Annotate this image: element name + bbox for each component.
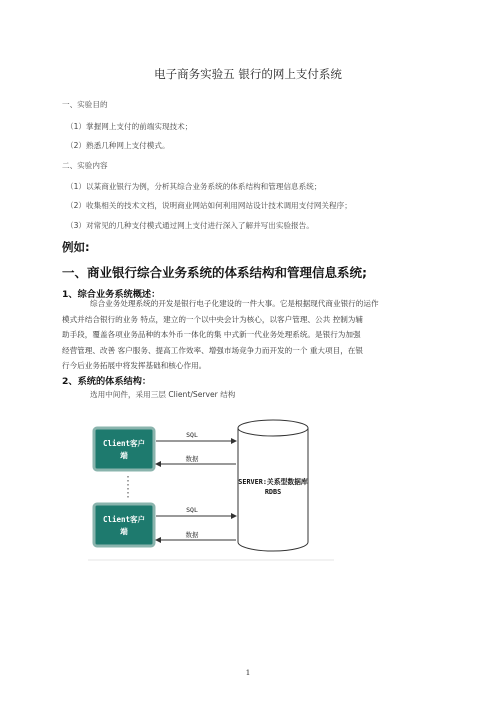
data-label-top: 数据 xyxy=(185,455,199,463)
content-item: （2）收集相关的技术文档，说明商业网站如何利用网站设计技术调用支付网关程序； xyxy=(66,201,352,210)
client-bottom-label: Client客户 xyxy=(102,515,146,524)
content-item: （3）对常见的几种支付模式通过网上支付进行深入了解并写出实验报告。 xyxy=(66,221,314,230)
paragraph-line: 经营管理、改善 客户服务、提高工作效率、增强市场竞争力而开发的一个 重大项目，在银 xyxy=(62,345,363,355)
content-item: （1）以某商业银行为例，分析其综合业务系统的体系结构和管理信息系统； xyxy=(66,182,322,191)
paragraph-line: 模式并结合银行的业务 特点，建立的一个以中央会计为核心，以客户管理、公共 控制为辅 xyxy=(62,314,363,324)
document-title: 电子商务实验五 银行的网上支付系统 xyxy=(154,67,342,81)
client-box-bottom xyxy=(94,504,154,546)
server-cylinder-top xyxy=(238,420,308,436)
server-label-rdbs: RDBS xyxy=(264,488,282,496)
data-label-bottom: 数据 xyxy=(185,531,199,539)
example-label: 例如: xyxy=(62,240,90,254)
client-bottom-label: 端 xyxy=(120,527,128,536)
main-heading: 一、商业银行综合业务系统的体系结构和管理信息系统; xyxy=(62,265,367,280)
client-top-label: 端 xyxy=(120,451,128,460)
client-box-top xyxy=(94,428,154,470)
paragraph-line: 助手段，覆盖各项业务品种的本外币一体化的集 中式新一代业务处理系统。是银行为加强 xyxy=(62,330,361,339)
subheading-overview: 1、综合业务系统概述： xyxy=(62,289,161,300)
paragraph-line: 行今后业务拓展中将发挥基础和核心作用。 xyxy=(62,361,207,370)
objective-item: （2）熟悉几种网上支付模式。 xyxy=(66,141,170,150)
sql-label-bottom: SQL xyxy=(186,506,198,514)
architecture-diagram xyxy=(88,418,334,564)
section-heading-contents: 二、实验内容 xyxy=(62,161,108,170)
page-number: 1 xyxy=(245,668,251,677)
architecture-text: 选用中间件，采用三层 Client/Server 结构 xyxy=(90,390,236,399)
subheading-architecture: 2、系统的体系结构： xyxy=(62,376,152,387)
server-label: SERVER:关系型数据库 xyxy=(238,478,308,486)
overview-paragraph xyxy=(62,296,434,374)
client-top-label: Client客户 xyxy=(102,439,146,448)
objective-item: （1）掌握网上支付的前端实现技术； xyxy=(66,122,193,131)
section-heading-objectives: 一、实验目的 xyxy=(62,100,108,109)
paragraph-line: 综合业务处理系统的开发是银行电子化建设的一件大事。它是根据现代商业银行的运作 xyxy=(90,299,379,308)
sql-label-top: SQL xyxy=(186,431,198,439)
